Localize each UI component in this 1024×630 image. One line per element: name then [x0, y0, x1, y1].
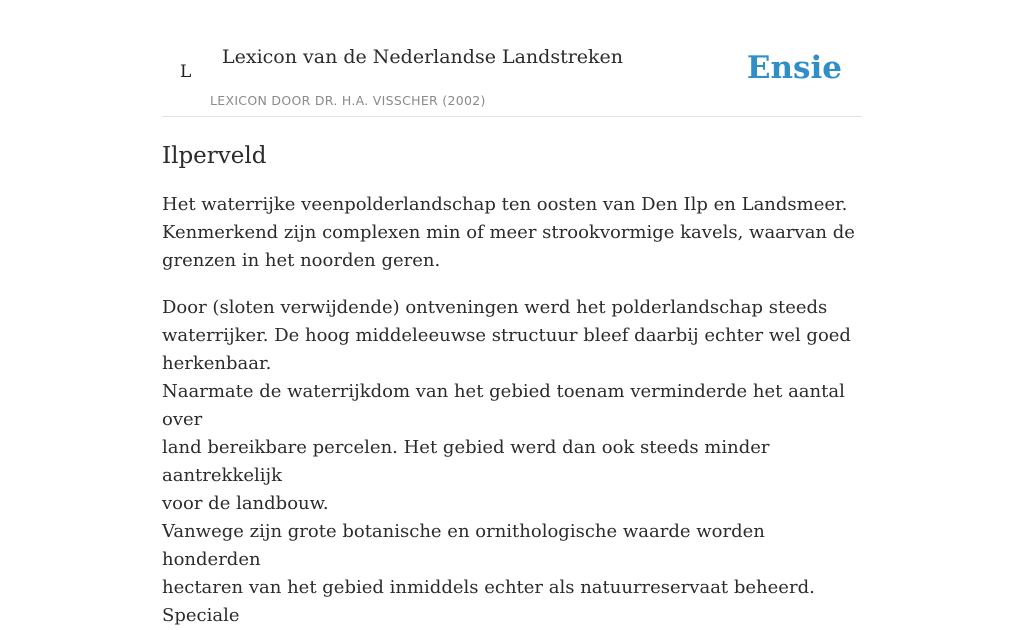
text-line: herkenbaar. [162, 353, 272, 374]
article-title: Ilperveld [162, 143, 267, 169]
text-line: Kenmerkend zijn complexen min of meer strookvormige kavels, waarvan de [162, 222, 855, 243]
lexicon-logo[interactable]: L [180, 62, 192, 82]
text-line: waterrijker. De hoog middeleeuwse structuur bleef daarbij echter wel goed [162, 325, 851, 346]
text-line: Door (sloten verwijdende) ontveningen werd het polderlandschap steeds [162, 297, 828, 318]
ensie-logo-link[interactable]: Ensie [746, 50, 842, 86]
article-body [162, 191, 862, 630]
article-paragraph [162, 294, 862, 630]
lexicon-title-link[interactable]: Lexicon van de Nederlandse Landstreken [222, 46, 624, 68]
text-line: land bereikbare percelen. Het gebied werd dan ook steeds minder aantrekkelijk [162, 437, 770, 486]
page [162, 0, 862, 630]
text-line: Naarmate de waterrijkdom van het gebied toenam verminderde het aantal over [162, 381, 845, 430]
text-line: Het waterrijke veenpolderlandschap ten oosten van Den Ilp en Landsmeer. [162, 194, 848, 215]
text-line: grenzen in het noorden geren. [162, 250, 441, 271]
lexicon-header [162, 0, 862, 117]
lexicon-author: LEXICON DOOR DR. H.A. VISSCHER (2002) [210, 93, 486, 108]
text-line: Vanwege zijn grote botanische en ornithologische waarde worden honderden [162, 521, 765, 570]
text-line: voor de landbouw. [162, 493, 329, 514]
text-line: hectaren van het gebied inmiddels echter als natuurreservaat beheerd. Speciale [162, 577, 815, 626]
article-paragraph [162, 191, 862, 275]
